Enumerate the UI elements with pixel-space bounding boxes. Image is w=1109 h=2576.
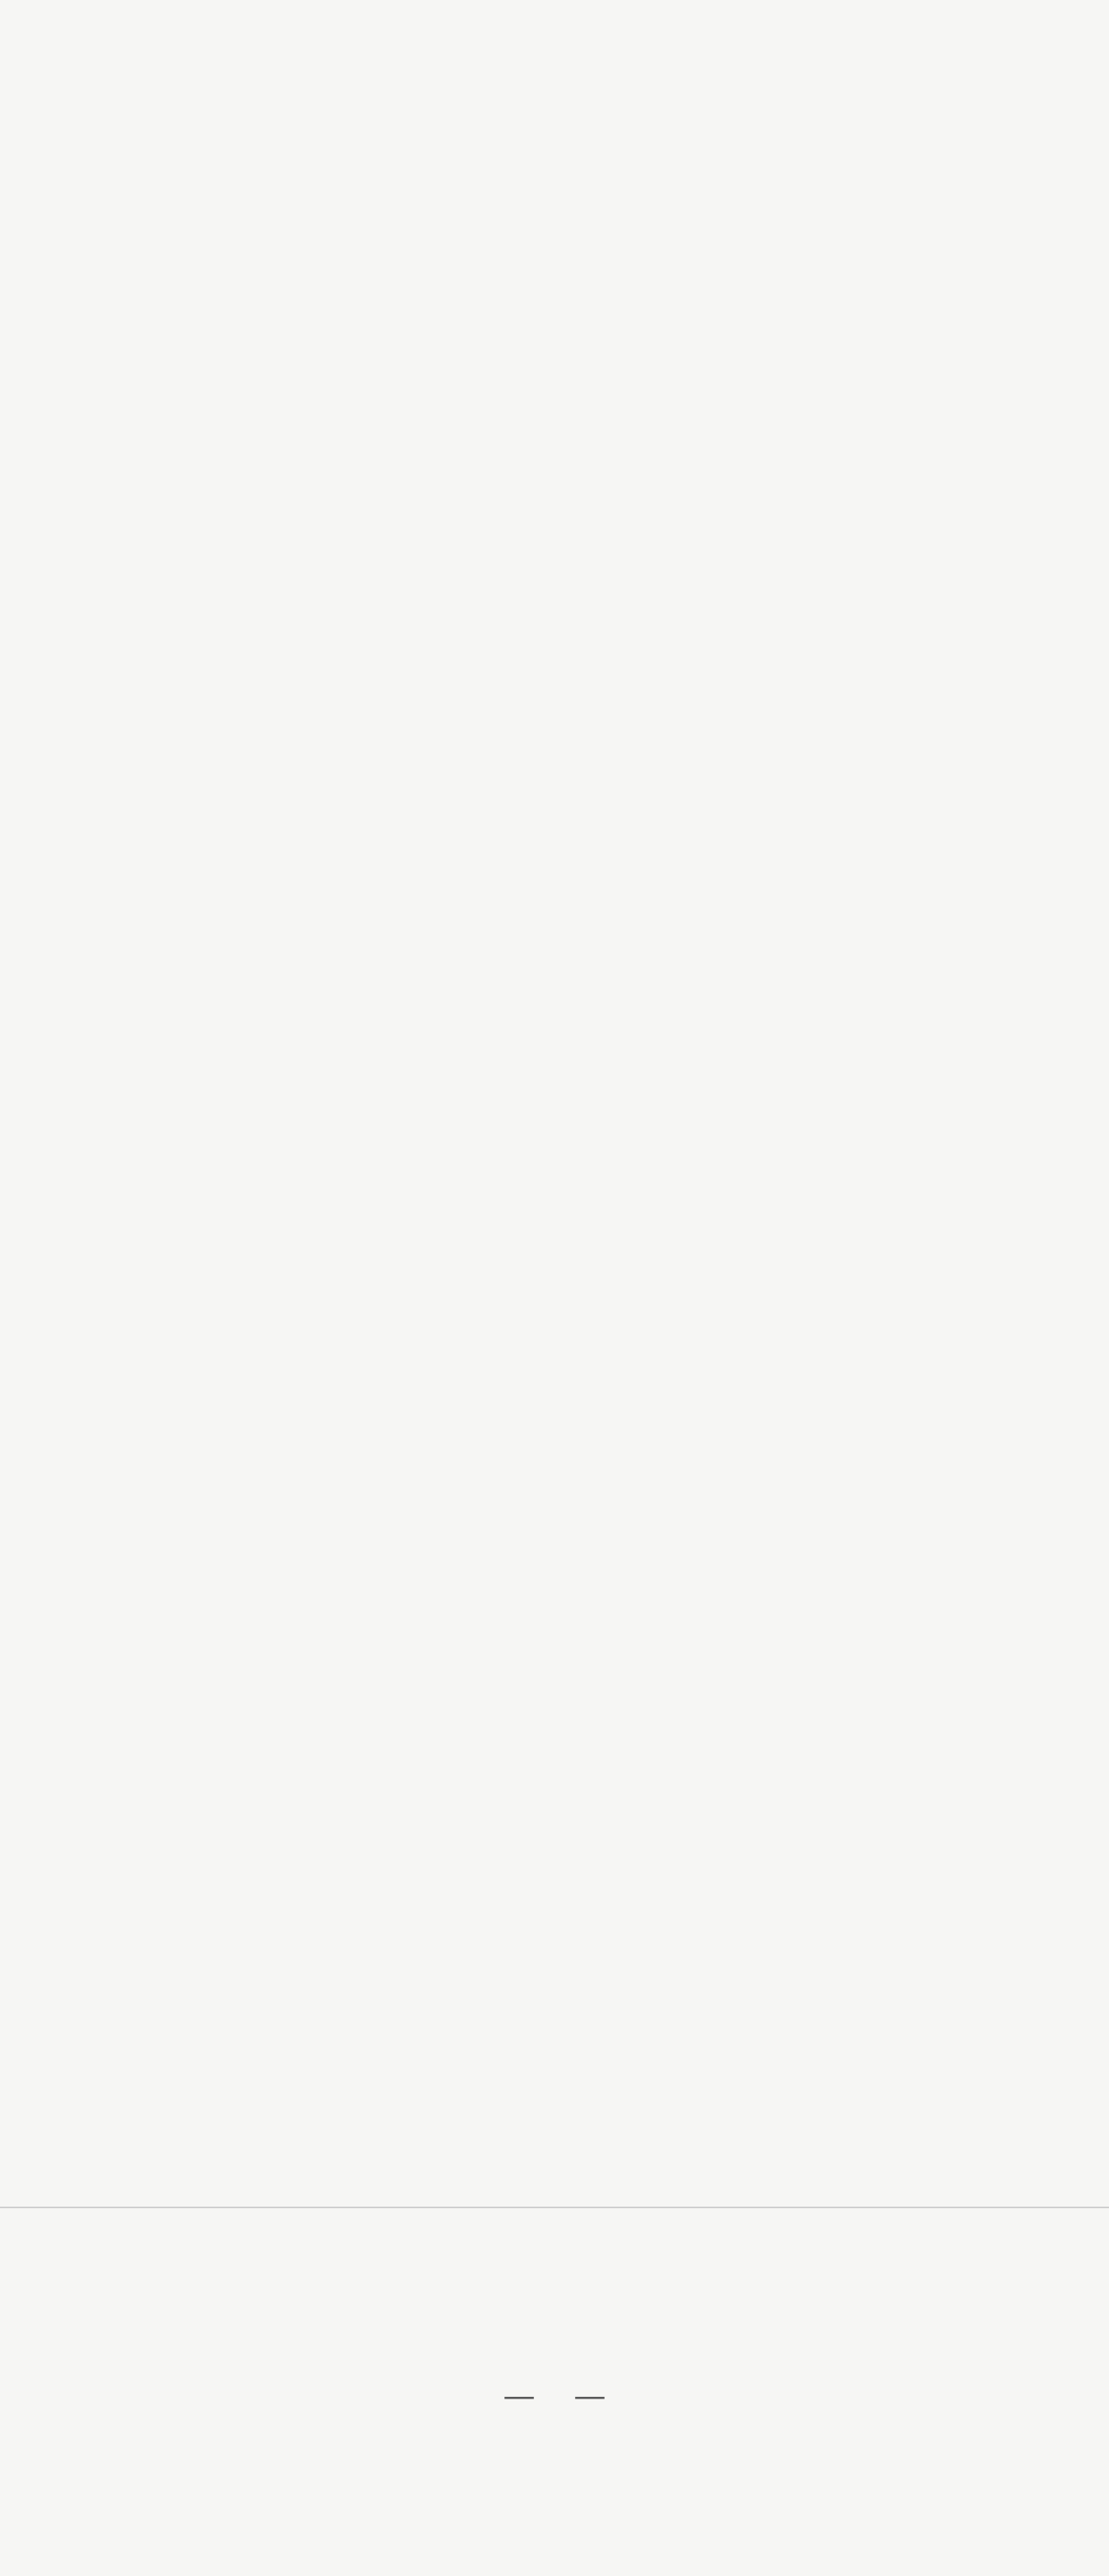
footer-dash-right: — [573, 2378, 606, 2415]
page-footer [0, 2377, 1109, 2415]
footer-dash-left: — [503, 2378, 536, 2415]
bottom-divider [0, 2207, 1109, 2208]
